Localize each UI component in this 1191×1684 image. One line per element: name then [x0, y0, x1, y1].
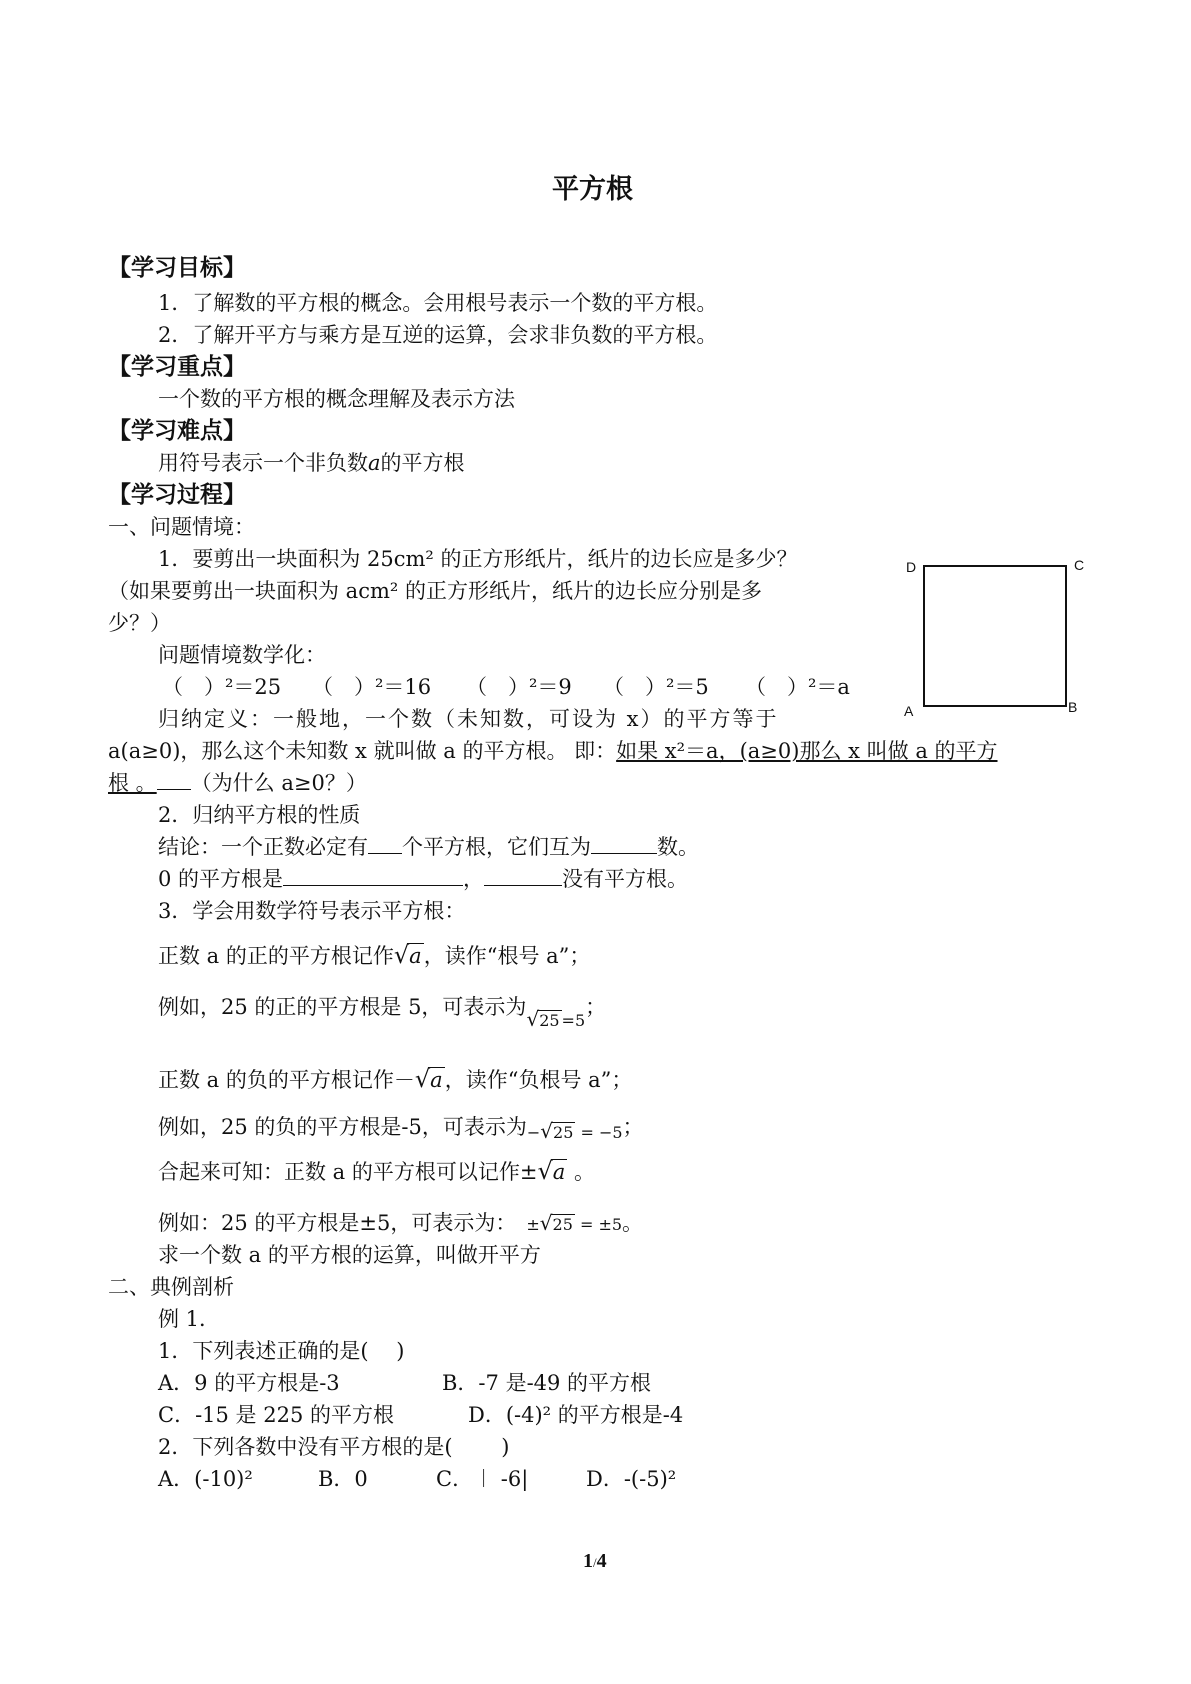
conclusion-line: 结论：一个正数必定有 个平方根，它们互为 数。: [158, 832, 699, 862]
blank-zero-root: [283, 864, 463, 886]
example-label: 例 1．: [158, 1307, 221, 1331]
difficulty-text: 用符号表示一个非负数a的平方根: [158, 451, 465, 475]
process-heading: 【学习过程】: [108, 482, 246, 508]
question-1-line-3: 少？）: [108, 611, 171, 635]
goals-heading: 【学习目标】: [108, 255, 246, 281]
mc-question-1: 1．下列表述正确的是( ): [158, 1339, 405, 1363]
equation-5: （ ）²＝a: [745, 675, 850, 699]
vertex-label-c: C: [1074, 557, 1085, 573]
example-2-line: 例如，25 的负的平方根是-5，可表示为−√25 = −5；: [158, 1112, 644, 1144]
example-3-line: 例如：25 的平方根是±5，可表示为： ±√25 = ±5。: [158, 1208, 643, 1240]
key-heading: 【学习重点】: [108, 354, 246, 380]
mc-question-2: 2．下列各数中没有平方根的是( ): [158, 1435, 510, 1459]
question-1-line-2: （如果要剪出一块面积为 acm² 的正方形纸片，纸片的边长应分别是多: [108, 579, 762, 603]
goal-item-2: 2．了解开平方与乘方是互逆的运算，会求非负数的平方根。: [158, 323, 718, 347]
question-1-line-1: 1．要剪出一块面积为 25cm² 的正方形纸片，纸片的边长应是多少？: [158, 547, 798, 571]
equation-3: （ ）²＝9: [466, 675, 572, 699]
definition-line-2: a(a≥0)，那么这个未知数 x 就叫做 a 的平方根。 即：如果 x²＝a，(a≥0)那么 x 叫做 a 的平方: [108, 739, 998, 763]
mc-q1-option-b: B．-7 是-49 的平方根: [442, 1371, 652, 1395]
combined-line: 合起来可知：正数 a 的平方根可以记作±√a 。: [158, 1157, 595, 1185]
part2-heading: 二、典例剖析: [108, 1275, 234, 1299]
mc-q1-option-d: D．(-4)² 的平方根是-4: [468, 1403, 684, 1427]
difficulty-heading: 【学习难点】: [108, 418, 246, 444]
mc-q2-option-d: D．-(-5)²: [586, 1467, 677, 1491]
blank-count: [368, 832, 402, 854]
key-text: 一个数的平方根的概念理解及表示方法: [158, 387, 515, 411]
example-1-line: 例如，25 的正的平方根是 5，可表示为$_{√25 =5}$；: [158, 992, 606, 1024]
equation-1: （ ）²＝25: [162, 675, 282, 699]
vertex-label-b: B: [1068, 699, 1078, 715]
part1-heading: 一、问题情境：: [108, 515, 255, 539]
question-3: 3．学会用数学符号表示平方根：: [158, 899, 466, 923]
positive-root-line: 正数 a 的正的平方根记作√a，读作“根号 a”；: [158, 941, 591, 969]
negative-root-line: 正数 a 的负的平方根记作－√a，读作“负根号 a”；: [158, 1065, 633, 1093]
sqrt-a-symbol-pm: √a: [537, 1157, 566, 1185]
mc-q1-option-a: A．9 的平方根是-3: [158, 1371, 340, 1395]
definition-line-3: 根 。 （为什么 a≥0？）: [108, 771, 367, 795]
blank-no-root: [484, 864, 562, 886]
vertex-label-d: D: [906, 559, 917, 575]
equation-2: （ ）²＝16: [312, 675, 432, 699]
page-number: 1/4: [583, 1550, 607, 1572]
page-title: 平方根: [552, 174, 633, 205]
square-root-operation: 求一个数 a 的平方根的运算，叫做开平方: [158, 1243, 541, 1267]
square-figure: [900, 548, 1100, 728]
mc-q2-option-c: C．︱ -6|: [436, 1467, 529, 1491]
blank-relation: [591, 832, 657, 854]
mc-q2-option-b: B．0: [318, 1467, 368, 1491]
goal-item-1: 1．了解数的平方根的概念。会用根号表示一个数的平方根。: [158, 291, 718, 315]
question-2: 2．归纳平方根的性质: [158, 803, 361, 827]
sqrt-25-symbol-neg: √25: [540, 1119, 574, 1143]
square-shape: [924, 566, 1066, 706]
sqrt-a-symbol-neg: √a: [414, 1065, 443, 1093]
sqrt-a-symbol: √a: [393, 941, 422, 969]
math-label: 问题情境数学化：: [158, 643, 326, 667]
zero-line: 0 的平方根是 ， 没有平方根。: [158, 864, 688, 894]
definition-line-1: 归纳定义：一般地，一个数（未知数，可设为 x）的平方等于: [158, 707, 779, 731]
sqrt-25-symbol-pm: √25: [539, 1211, 573, 1235]
vertex-label-a: A: [904, 703, 914, 719]
equation-4: （ ）²＝5: [603, 675, 709, 699]
mc-q2-option-a: A．(-10)²: [158, 1467, 253, 1491]
sqrt-25-symbol: √25: [526, 1007, 560, 1031]
mc-q1-option-c: C．-15 是 225 的平方根: [158, 1403, 394, 1427]
